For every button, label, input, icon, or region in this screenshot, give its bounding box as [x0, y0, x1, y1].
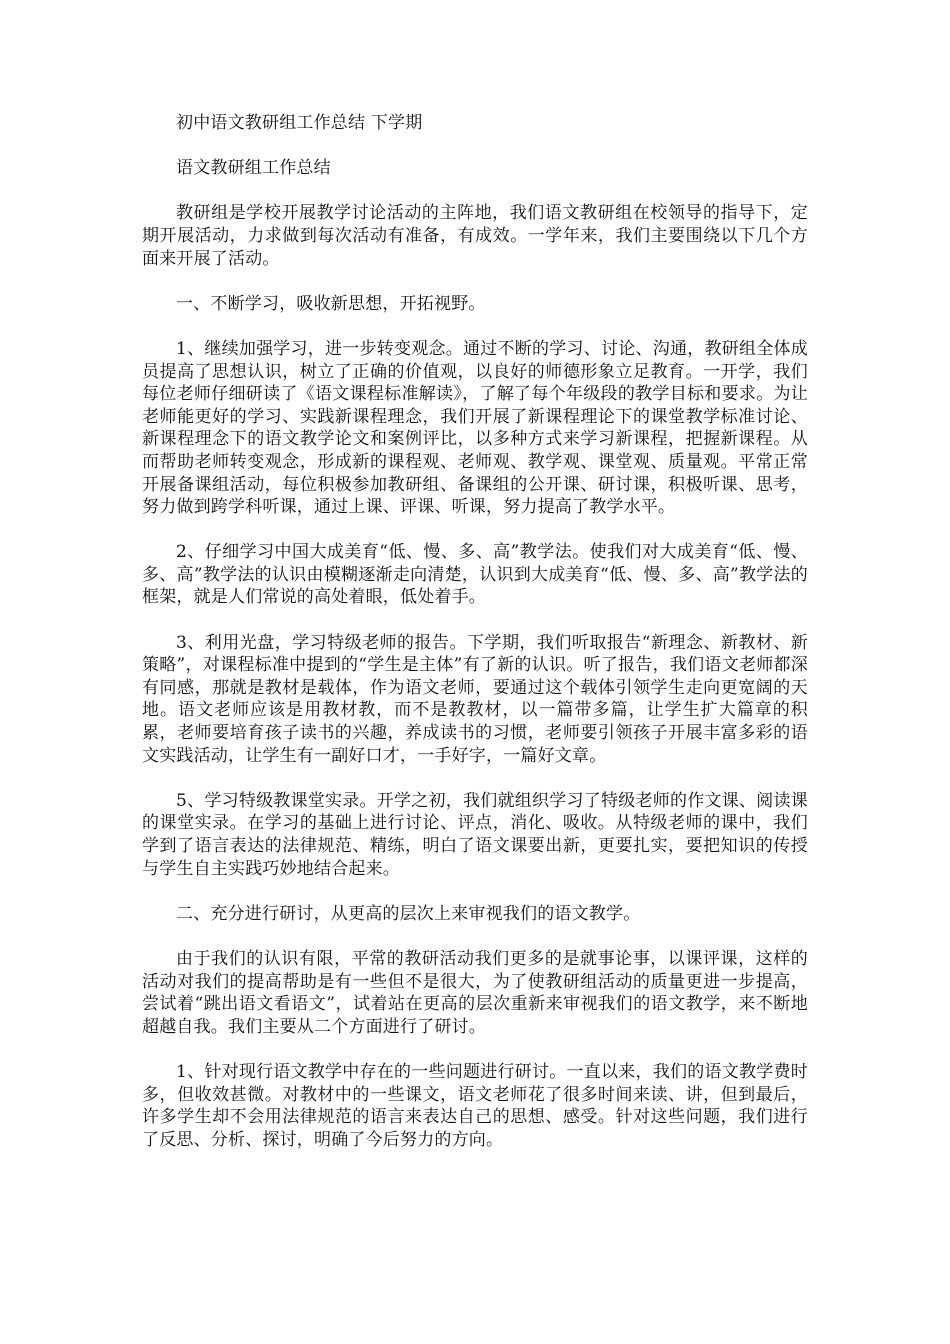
paragraph-study-1: 1、继续加强学习，进一步转变观念。通过不断的学习、讨论、沟通，教研组全体成员提高了思想认识，树立了正确的价值观，以良好的师德形象立足教育。一开学，我们每位老师仔细研读了《语文课程标准解读》，了解了每个年级段的教学目标和要求。为让老师能更好的学习、实践新课程理念，我们开展了新课程理论下的课堂教学标准讨论、新课程理念下的语文教学论文和案例评比，以多种方式来学习新课程，把握新课程。从而帮助老师转变观念，形成新的课程观、老师观、教学观、课堂观、质量观。平常正常开展备课组活动，每位积极参加教研组、备课组的公开课、研讨课，积极听课、思考，努力做到跨学科听课，通过上课、评课、听课，努力提高了教学水平。: [142, 338, 808, 518]
section-heading-1: 一、不断学习，吸收新思想，开拓视野。: [176, 293, 486, 314]
intro-paragraph: 教研组是学校开展教学讨论活动的主阵地，我们语文教研组在校领导的指导下，定期开展活动，力求做到每次活动有准备，有成效。一学年来，我们主要围绕以下几个方面来开展了活动。: [142, 203, 808, 269]
document-title: 初中语文教研组工作总结 下学期: [176, 113, 423, 133]
document-body: [142, 112, 808, 1174]
section-heading-2: 二、充分进行研讨，从更高的层次上来审视我们的语文教学。: [176, 903, 641, 924]
paragraph-study-5: 5、学习特级教课堂实录。开学之初，我们就组织学习了特级老师的作文课、阅读课的课堂实录。在学习的基础上进行讨论、评点，消化、吸收。从特级老师的课中，我们学到了语言表达的法律规范、精练，明白了语文课要出新，更要扎实，要把知识的传授与学生自主实践巧妙地结合起来。: [142, 790, 808, 879]
paragraph-research-1: 1、针对现行语文教学中存在的一些问题进行研讨。一直以来，我们的语文教学费时多，但收效甚微。对教材中的一些课文，语文老师花了很多时间来读、讲，但到最后，许多学生却不会用法律规范的语言来表达自己的思想、感受。针对这些问题，我们进行了反思、分析、探讨，明确了今后努力的方向。: [142, 1061, 808, 1150]
paragraph-study-3: 3、利用光盘，学习特级老师的报告。下学期，我们听取报告“新理念、新教材、新策略”，对课程标准中提到的“学生是主体”有了新的认识。听了报告，我们语文老师都深有同感，那就是教材是载体，作为语文老师，要通过这个载体引领学生走向更宽阔的天地。语文老师应该是用教材教，而不是教教材，以一篇带多篇，让学生扩大篇章的积累，老师要培育孩子读书的兴趣，养成读书的习惯，老师要引领孩子开展丰富多彩的语文实践活动，让学生有一副好口才，一手好字，一篇好文章。: [142, 632, 808, 766]
document-subtitle: 语文教研组工作总结: [176, 158, 331, 179]
paragraph-study-2: 2、仔细学习中国大成美育“低、慢、多、高”教学法。使我们对大成美育“低、慢、多、高”教学法的认识由模糊逐渐走向清楚，认识到大成美育“低、慢、多、高”教学法的框架，就是人们常说的高处着眼，低处着手。: [142, 542, 808, 608]
paragraph-research-intro: 由于我们的认识有限，平常的教研活动我们更多的是就事论事，以课评课，这样的活动对我们的提高帮助是有一些但不是很大，为了使教研组活动的质量更进一步提高，尝试着“跳出语文看语文”，试着站在更高的层次重新来审视我们的语文教学，来不断地超越自我。我们主要从二个方面进行了研讨。: [142, 948, 808, 1037]
